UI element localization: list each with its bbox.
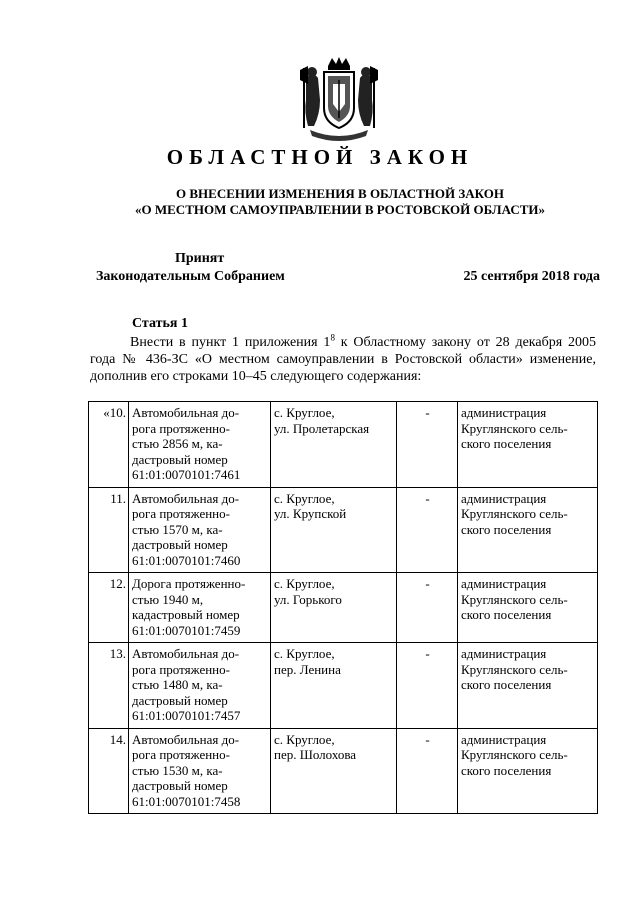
cell-line: рога протяженно-: [132, 747, 230, 762]
cell-line: ул. Пролетарская: [274, 420, 370, 436]
cell-line: Дорога протяженно-: [132, 576, 246, 591]
table-row: [89, 487, 598, 573]
cell-line: дастровый номер: [132, 451, 228, 467]
object-cell: [129, 402, 271, 488]
cell-line: Круглянского сель-: [461, 747, 568, 762]
cell-line: Круглянского сель-: [461, 420, 568, 436]
cell-line: администрация: [461, 576, 547, 591]
article-superscript: 8: [330, 332, 335, 343]
cell-line: с. Круглое,: [274, 731, 335, 747]
cell-line: администрация: [461, 646, 547, 661]
owner-cell: [458, 487, 598, 573]
cell-line: с. Круглое,: [274, 576, 335, 591]
row-number-cell: 13.: [89, 643, 129, 729]
cell-line: 61:01:0070101:7460: [132, 552, 241, 568]
row-number-cell: 12.: [89, 573, 129, 643]
cell-line: стью 1570 м, ка-: [132, 521, 223, 537]
note-cell: -: [397, 643, 458, 729]
table-row: [89, 573, 598, 643]
row-number-cell: 14.: [89, 728, 129, 814]
cell-line: рога протяженно-: [132, 506, 230, 521]
cell-line: стью 1530 м, ка-: [132, 762, 223, 778]
cell-line: ского поселения: [461, 677, 552, 692]
accepted-date: 25 сентября 2018 года: [463, 269, 600, 284]
cell-line: рога протяженно-: [132, 661, 230, 677]
note-cell: -: [397, 487, 458, 573]
cell-line: с. Круглое,: [274, 646, 335, 661]
law-subtitle: [0, 186, 640, 218]
owner-cell: [458, 573, 598, 643]
cell-line: стью 1480 м, ка-: [132, 677, 223, 692]
cell-line: Круглянского сель-: [461, 661, 568, 677]
cell-line: стью 2856 м, ка-: [132, 436, 223, 451]
owner-cell: [458, 643, 598, 729]
law-title: ОБЛАСТНОЙ ЗАКОН: [166, 145, 474, 169]
row-number-cell: «10.: [89, 402, 129, 488]
accepted-by: Законодательным Собранием: [96, 269, 285, 284]
cell-line: ского поселения: [461, 436, 552, 451]
cell-line: 61:01:0070101:7461: [132, 467, 241, 482]
cell-line: 61:01:0070101:7459: [132, 622, 241, 638]
cell-line: кадастровый номер: [132, 607, 240, 622]
location-cell: [271, 728, 397, 814]
cell-line: администрация: [461, 405, 547, 420]
cell-line: Автомобильная до-: [132, 405, 240, 420]
location-cell: [271, 487, 397, 573]
location-cell: [271, 402, 397, 488]
cell-line: Круглянского сель-: [461, 506, 568, 521]
cell-line: администрация: [461, 731, 547, 747]
cell-line: Автомобильная до-: [132, 646, 240, 661]
cell-line: ского поселения: [461, 521, 552, 537]
amendment-table: [88, 401, 598, 814]
location-cell: [271, 573, 397, 643]
accepted-label: Принят: [175, 251, 225, 266]
cell-line: ул. Крупской: [274, 506, 347, 521]
cell-line: рога протяженно-: [132, 420, 230, 436]
cell-line: дастровый номер: [132, 537, 228, 552]
cell-line: Круглянского сель-: [461, 591, 568, 607]
cell-line: Автомобильная до-: [132, 490, 240, 506]
subtitle-line: О ВНЕСЕНИИ ИЗМЕНЕНИЯ В ОБЛАСТНОЙ ЗАКОН: [176, 186, 504, 201]
object-cell: [129, 728, 271, 814]
owner-cell: [458, 728, 598, 814]
cell-line: стью 1940 м,: [132, 591, 204, 607]
location-cell: [271, 643, 397, 729]
cell-line: 61:01:0070101:7458: [132, 793, 241, 809]
note-cell: -: [397, 728, 458, 814]
article-text-part: Внести в пункт 1 приложения 1: [130, 335, 331, 350]
table-row: [89, 643, 598, 729]
cell-line: ул. Горького: [274, 591, 342, 607]
owner-cell: [458, 402, 598, 488]
table-row: [89, 728, 598, 814]
cell-line: дастровый номер: [132, 778, 228, 793]
object-cell: [129, 643, 271, 729]
cell-line: администрация: [461, 490, 547, 506]
table-row: [89, 402, 598, 488]
coat-of-arms-icon: [300, 56, 378, 142]
cell-line: Автомобильная до-: [132, 731, 240, 747]
cell-line: дастровый номер: [132, 692, 228, 708]
note-cell: -: [397, 402, 458, 488]
object-cell: [129, 573, 271, 643]
cell-line: с. Круглое,: [274, 405, 335, 420]
object-cell: [129, 487, 271, 573]
cell-line: 61:01:0070101:7457: [132, 708, 241, 723]
cell-line: ского поселения: [461, 762, 552, 778]
note-cell: -: [397, 573, 458, 643]
cell-line: с. Круглое,: [274, 490, 335, 506]
article-heading: Статья 1: [132, 316, 188, 331]
row-number-cell: 11.: [89, 487, 129, 573]
article-text: [90, 334, 596, 385]
cell-line: ского поселения: [461, 607, 552, 622]
cell-line: пер. Шолохова: [274, 747, 357, 762]
article-text-part: к Областному закону от 28 декабря 2005 года № 436-ЗС «О местном самоуправлении в Ростовской области» изменение, дополнив его строками 10–45 следующего содержания:: [90, 335, 596, 384]
subtitle-line: «О МЕСТНОМ САМОУПРАВЛЕНИИ В РОСТОВСКОЙ ОБЛАСТИ»: [135, 202, 545, 217]
cell-line: пер. Ленина: [274, 661, 341, 677]
